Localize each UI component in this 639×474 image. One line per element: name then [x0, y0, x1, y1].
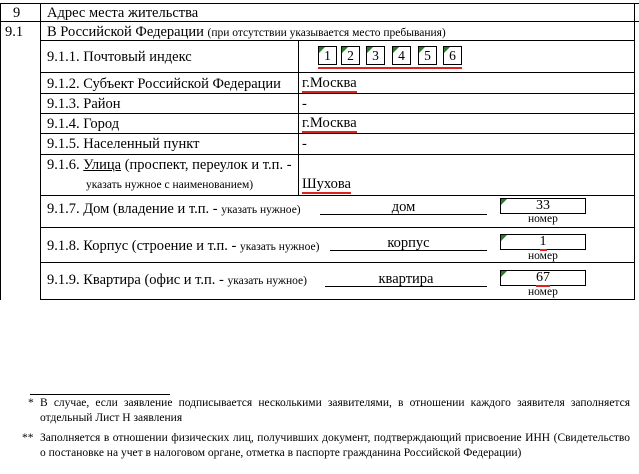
- field-marker-icon: [501, 199, 507, 205]
- footnote-1-mark: *: [28, 397, 34, 409]
- row-line-6: [40, 195, 634, 196]
- section-title: Адрес места жительства: [47, 5, 199, 21]
- apartment-number: 67: [536, 270, 550, 285]
- postal-digit: 4: [398, 48, 405, 63]
- house-type-field[interactable]: дом: [320, 199, 487, 215]
- house-label: [47, 201, 301, 218]
- table-border-bottom: [40, 299, 635, 300]
- building-number-box[interactable]: [500, 234, 586, 250]
- row-line-4: [40, 133, 634, 134]
- field-marker-icon: [342, 47, 348, 53]
- table-border-top: [0, 3, 639, 4]
- row-line-8: [40, 262, 634, 263]
- row-line-5: [40, 154, 634, 155]
- street-label-prefix: 9.1.6.: [47, 157, 80, 173]
- street-label-word: Улица: [83, 157, 122, 173]
- building-hint: указать нужное): [239, 241, 320, 253]
- district-value[interactable]: -: [302, 96, 307, 112]
- field-marker-icon: [501, 235, 507, 241]
- row-line-3: [40, 113, 634, 114]
- apartment-label: [47, 272, 307, 289]
- postal-code-label: 9.1.1. Почтовый индекс: [47, 49, 192, 65]
- table-border-left: [0, 3, 1, 300]
- row-line-1: [40, 72, 634, 73]
- subsection-note: (при отсутствии указывается место пребывания): [207, 27, 446, 39]
- street-hint: указать нужное с наименованием): [86, 179, 254, 191]
- settlement-label: 9.1.5. Населенный пункт: [47, 136, 200, 152]
- building-label: [47, 238, 319, 255]
- house-hint: указать нужное): [221, 204, 301, 216]
- section-number: 9: [13, 5, 21, 21]
- footnote-2-mark: **: [22, 432, 34, 444]
- house-label-text: 9.1.7. Дом (владение и т.п. -: [47, 201, 218, 217]
- building-number: 1: [539, 234, 547, 249]
- postal-digit: 5: [424, 48, 431, 63]
- street-value-text: Шухова: [302, 176, 351, 192]
- postal-digit: 1: [324, 48, 331, 63]
- house-number-caption: номер: [528, 213, 558, 225]
- region-value[interactable]: [302, 75, 357, 91]
- field-marker-icon: [319, 47, 325, 53]
- field-marker-icon: [393, 47, 399, 53]
- row-divider: [0, 21, 639, 22]
- postal-digit: 6: [449, 48, 456, 63]
- building-type-field[interactable]: корпус: [330, 235, 487, 251]
- value-column-divider: [298, 40, 299, 196]
- apartment-hint: указать нужное): [227, 275, 307, 287]
- street-label: [47, 157, 292, 173]
- street-label-rest: (проспект, переулок и т.п. -: [124, 157, 292, 173]
- spellcheck-underline: [318, 67, 462, 69]
- settlement-value[interactable]: -: [302, 136, 307, 152]
- building-number-caption: номер: [528, 250, 558, 262]
- district-label: 9.1.3. Район: [47, 96, 121, 112]
- apartment-number-box[interactable]: [500, 270, 586, 286]
- building-label-text: 9.1.8. Корпус (строение и т.п. -: [47, 238, 237, 254]
- city-value[interactable]: [302, 115, 357, 131]
- city-label: 9.1.4. Город: [47, 116, 120, 132]
- row-line-7: [40, 227, 634, 228]
- footnote-separator: [30, 394, 170, 395]
- house-number-box[interactable]: [500, 198, 586, 214]
- subsection-title-text: В Российской Федерации: [47, 24, 204, 40]
- region-value-text: г.Москва: [302, 75, 357, 91]
- field-marker-icon: [501, 271, 507, 277]
- house-number: 33: [536, 198, 550, 213]
- table-border-right: [634, 3, 635, 300]
- inner-frame-left: [40, 40, 41, 299]
- apartment-type-field[interactable]: квартира: [325, 271, 487, 287]
- apartment-label-text: 9.1.9. Квартира (офис и т.п. -: [47, 272, 224, 288]
- field-marker-icon: [444, 47, 450, 53]
- footnote-1: В случае, если заявление подписывается несколькими заявителями, в отношении каждого заявителя заполняется отдельный Лист Н заявления: [40, 397, 630, 424]
- region-label: 9.1.2. Субъект Российской Федерации: [47, 76, 281, 92]
- postal-digit: 2: [347, 48, 354, 63]
- street-value[interactable]: [302, 176, 351, 192]
- city-value-text: г.Москва: [302, 115, 357, 131]
- apartment-number-caption: номер: [528, 286, 558, 298]
- field-marker-icon: [367, 47, 373, 53]
- footnote-2: Заполняется в отношении физических лиц, получивших документ, подтверждающий присвоение ИНН (Свидетельство о постановке на учет в налоговом органе, отметка в паспорте гражданина Российской Федерации): [40, 432, 630, 459]
- field-marker-icon: [419, 47, 425, 53]
- row-line-2: [40, 93, 634, 94]
- subsection-number: 9.1: [5, 24, 24, 40]
- postal-digit: 3: [372, 48, 379, 63]
- subsection-title: [47, 24, 446, 41]
